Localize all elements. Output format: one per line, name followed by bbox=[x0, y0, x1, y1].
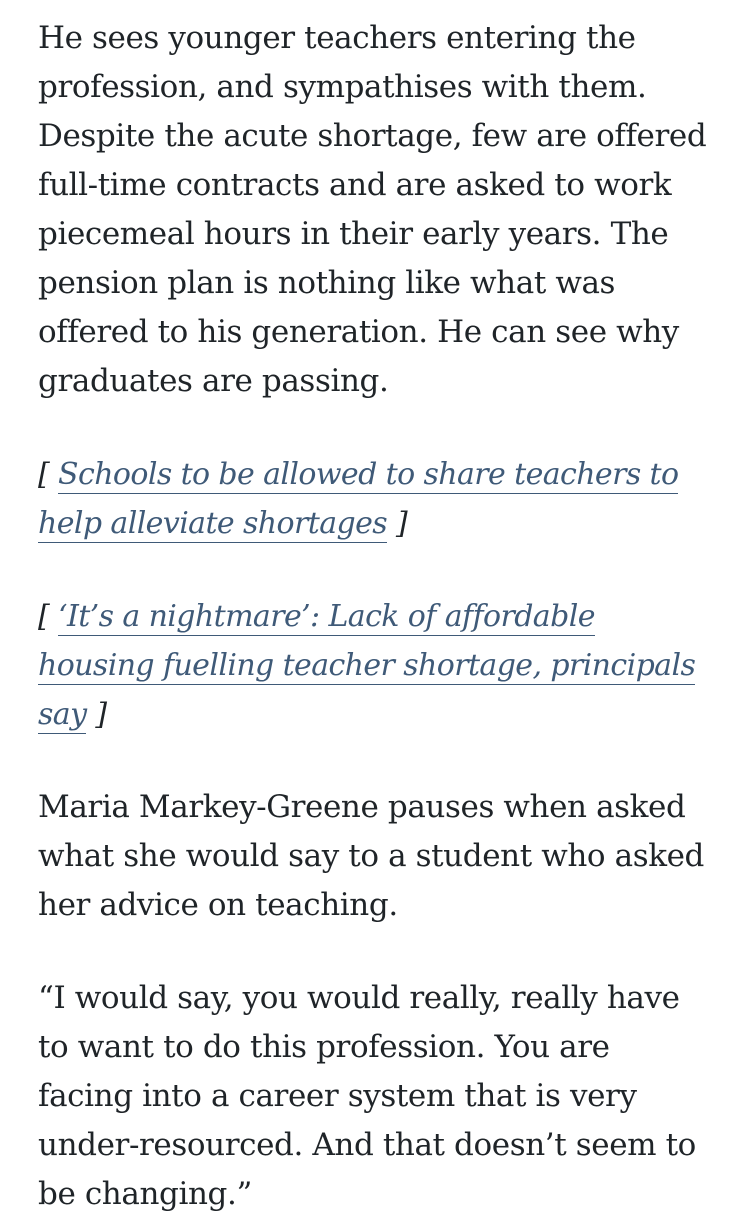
article-paragraph: Maria Markey-Greene pauses when asked what she would say to a student who asked her advice on teaching. bbox=[38, 789, 704, 923]
related-article-link[interactable]: ‘It’s a nightmare’: Lack of affordable housing fuelling teacher shortage, principals say bbox=[38, 599, 696, 732]
article-quote-paragraph: “I would say, you would really, really have to want to do this profession. You are facing into a career system that is very under-resourced. And that doesn’t seem to be changing.” bbox=[38, 980, 696, 1212]
related-article-callout bbox=[38, 450, 708, 548]
close-bracket: ] bbox=[387, 506, 408, 541]
open-bracket: [ bbox=[38, 457, 59, 492]
open-bracket: [ bbox=[38, 599, 59, 634]
related-article-callout bbox=[38, 592, 708, 739]
close-bracket: ] bbox=[86, 697, 107, 732]
article-body bbox=[38, 14, 708, 1219]
related-article-link[interactable]: Schools to be allowed to share teachers to help alleviate shortages bbox=[38, 457, 679, 541]
article-paragraph: He sees younger teachers entering the profession, and sympathises with them. Despite the acute shortage, few are offered full-time contracts and are asked to work piecemeal hours in their early years. The pension plan is nothing like what was offered to his generation. He can see why graduates are passing. bbox=[38, 20, 707, 399]
